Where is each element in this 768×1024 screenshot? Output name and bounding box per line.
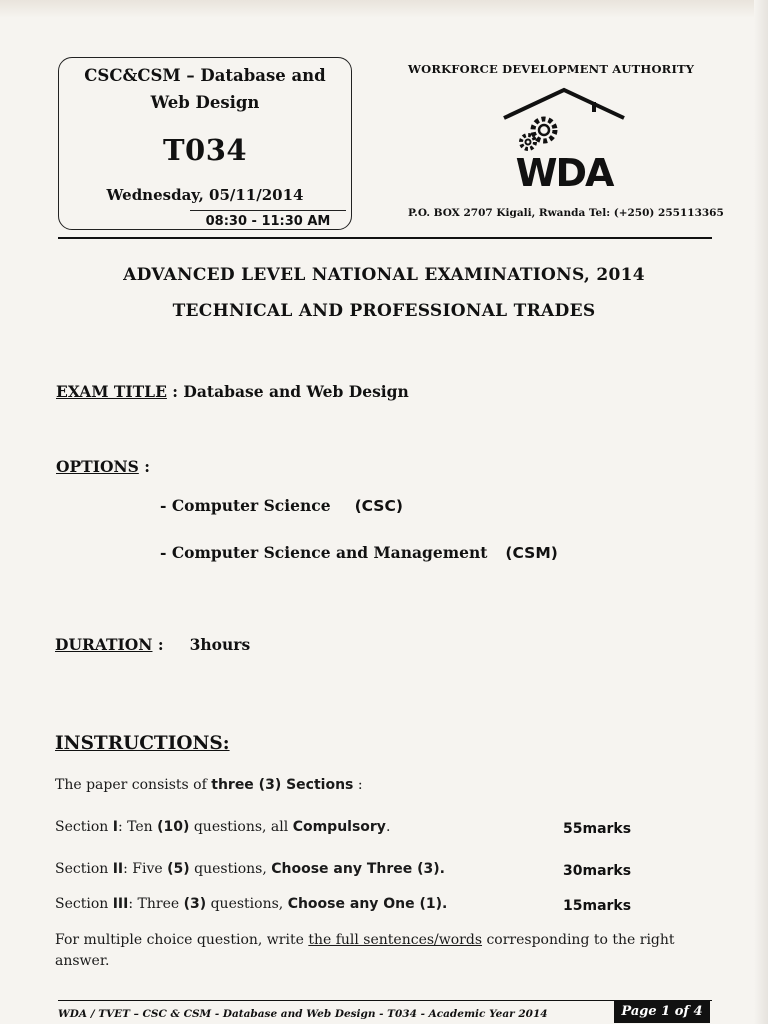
exam-title-row: [56, 382, 409, 401]
section-number: III: [112, 896, 129, 912]
option-name: Computer Science: [171, 496, 331, 515]
duration-value: 3hours: [189, 635, 251, 654]
exam-time: 08:30 - 11:30 AM: [190, 210, 346, 231]
intro-bold: three (3) Sections: [211, 777, 354, 793]
note-text: For multiple choice question, write: [55, 932, 309, 948]
wda-logo: [498, 86, 630, 194]
section-marks: 15marks: [563, 898, 632, 914]
section-count: (5): [167, 861, 190, 877]
course-title-line1: CSC&CSM – Database and: [84, 66, 326, 85]
section-number: II: [112, 861, 124, 877]
section-text: : Ten: [117, 819, 158, 835]
course-title-line2: Web Design: [150, 93, 260, 112]
authority-name: WORKFORCE DEVELOPMENT AUTHORITY: [408, 62, 695, 76]
scan-edge-right: [754, 0, 768, 1024]
section-post: .: [385, 819, 391, 835]
section-rule: Choose any Three (3).: [271, 861, 445, 877]
exam-title-label: EXAM TITLE: [56, 382, 167, 401]
trades-heading: TECHNICAL AND PROFESSIONAL TRADES: [172, 301, 596, 321]
section-text: questions, all: [189, 819, 293, 835]
section-count: (10): [157, 819, 190, 835]
section-prefix: Section: [55, 861, 113, 877]
options-row: [56, 457, 150, 476]
section-marks: 55marks: [563, 821, 632, 837]
note-text: corresponding to the right answer.: [55, 932, 679, 969]
duration-row: [55, 635, 250, 654]
page-number-badge: Page 1 of 4: [614, 1001, 710, 1023]
note-underlined: the full sentences/words: [308, 932, 483, 948]
section-prefix: Section: [55, 819, 113, 835]
section-line: [55, 861, 445, 877]
intro-text: The paper consists of: [55, 777, 212, 793]
section-number: I: [112, 819, 118, 835]
section-text: : Three: [128, 896, 184, 912]
exam-title-sep: :: [166, 382, 184, 401]
section-rule: Compulsory: [292, 819, 386, 835]
section-count: (3): [183, 896, 207, 912]
course-code: T034: [162, 133, 248, 167]
logo-text: WDA: [515, 151, 613, 194]
section-line: [55, 896, 447, 912]
instructions-heading: INSTRUCTIONS:: [55, 733, 230, 754]
header-divider: [58, 237, 712, 239]
section-rule: Choose any One (1).: [287, 896, 448, 912]
option-item: [160, 543, 558, 562]
option-item: [160, 496, 403, 515]
footer-text: WDA / TVET – CSC & CSM - Database and Web Design - T034 - Academic Year 2014: [58, 1008, 548, 1020]
section-text: questions,: [189, 861, 272, 877]
gear-icon: [521, 119, 555, 149]
exam-date: Wednesday, 05/11/2014: [106, 186, 304, 204]
course-title: [70, 62, 340, 116]
section-line: [55, 819, 390, 835]
scan-edge-top: [0, 0, 768, 18]
section-prefix: Section: [55, 896, 113, 912]
duration-sep: :: [152, 635, 164, 654]
intro-post: :: [353, 777, 363, 793]
answer-note: [55, 930, 720, 972]
option-name: Computer Science and Management: [171, 543, 488, 562]
section-text: questions,: [206, 896, 288, 912]
option-dash: -: [160, 543, 172, 562]
instructions-intro: [55, 777, 363, 793]
section-text: : Five: [123, 861, 168, 877]
option-code: (CSC): [354, 497, 403, 515]
exam-heading: ADVANCED LEVEL NATIONAL EXAMINATIONS, 2014: [123, 265, 645, 285]
option-code: (CSM): [505, 544, 558, 562]
section-marks: 30marks: [563, 863, 632, 879]
po-box-address: P.O. BOX 2707 Kigali, Rwanda Tel: (+250) 255113365: [408, 207, 724, 219]
options-label: OPTIONS: [56, 457, 139, 476]
duration-label: DURATION: [55, 635, 153, 654]
options-sep: :: [138, 457, 150, 476]
option-dash: -: [160, 496, 172, 515]
exam-title-value: Database and Web Design: [183, 382, 409, 401]
